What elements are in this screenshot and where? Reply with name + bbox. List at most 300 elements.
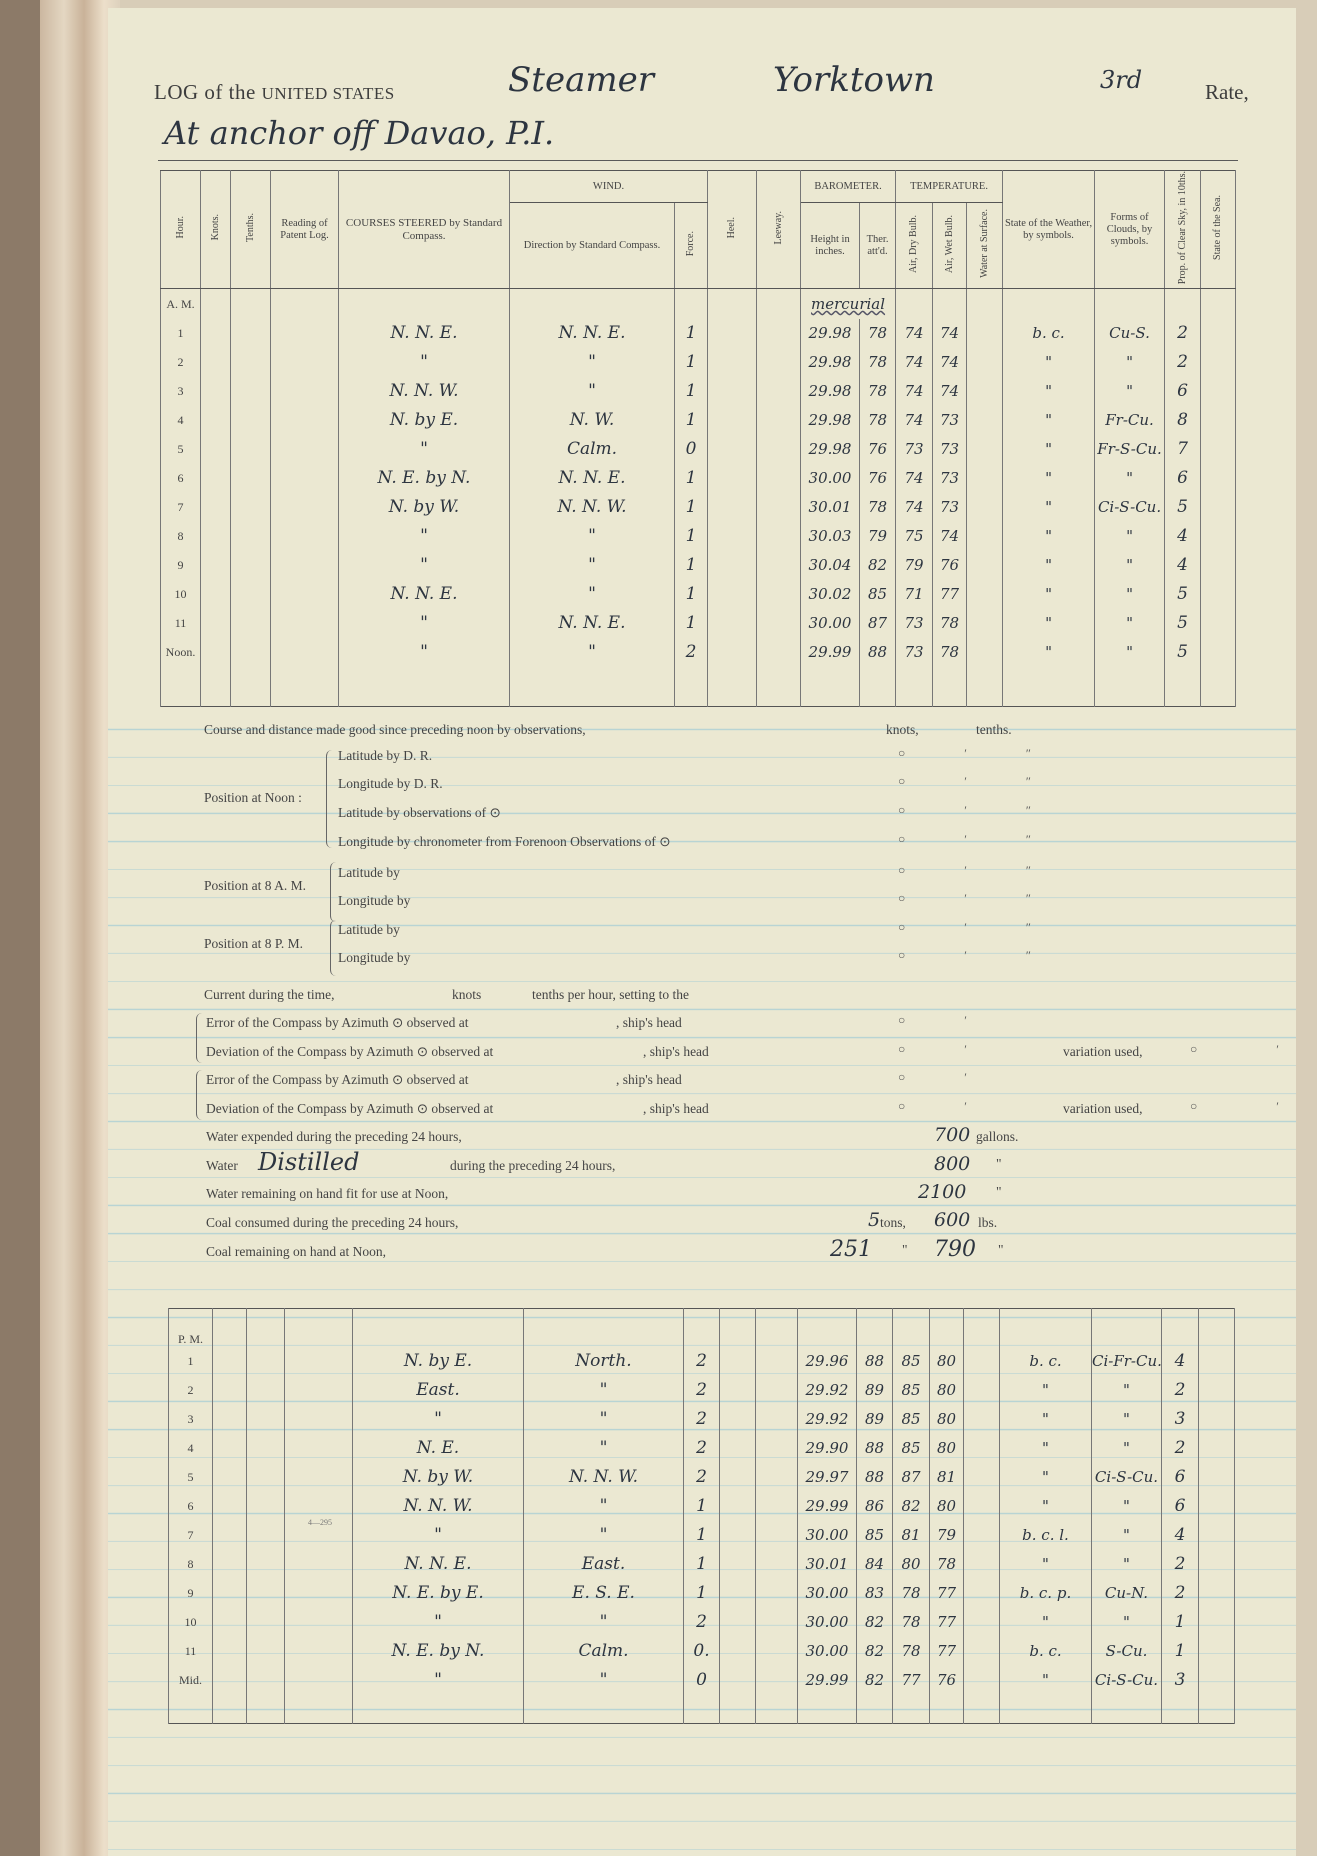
knots-cell bbox=[201, 406, 231, 435]
sea-cell bbox=[1201, 493, 1236, 522]
leeway-cell bbox=[756, 1376, 798, 1405]
coal-remaining-label: Coal remaining on hand at Noon, bbox=[206, 1244, 386, 1259]
hour-cell: 7 bbox=[161, 493, 201, 522]
dry-bulb-cell: 74 bbox=[896, 464, 933, 493]
heel-cell bbox=[720, 1347, 756, 1376]
clear-sky-cell: 4 bbox=[1165, 522, 1201, 551]
am-row bbox=[161, 348, 1236, 377]
patent-log-cell bbox=[285, 1608, 353, 1637]
pm-label: P. M. bbox=[169, 1309, 213, 1347]
force-cell: 0 bbox=[684, 1666, 720, 1695]
clear-sky-cell: 2 bbox=[1162, 1579, 1199, 1608]
error-compass-2-label: Error of the Compass by Azimuth ⊙ observed at bbox=[206, 1072, 469, 1087]
course-cell: " bbox=[353, 1608, 524, 1637]
wet-bulb-cell: 78 bbox=[930, 1550, 964, 1579]
wet-bulb-cell: 78 bbox=[933, 638, 967, 667]
col-temperature: TEMPERATURE. bbox=[896, 171, 1003, 203]
lon-8am-label: Longitude by bbox=[338, 893, 411, 908]
water-surface-cell bbox=[964, 1637, 1000, 1666]
water-surface-cell bbox=[967, 551, 1003, 580]
hour-cell: Mid. bbox=[169, 1666, 213, 1695]
sea-cell bbox=[1201, 319, 1236, 348]
wet-bulb-cell: 80 bbox=[930, 1347, 964, 1376]
col-wind-dir: Direction by Standard Compass. bbox=[510, 203, 675, 289]
dry-bulb-cell: 80 bbox=[893, 1550, 930, 1579]
tenths-cell bbox=[231, 580, 271, 609]
tenths-cell bbox=[231, 522, 271, 551]
leeway-cell bbox=[756, 1637, 798, 1666]
sea-cell bbox=[1199, 1521, 1235, 1550]
heel-cell bbox=[720, 1550, 756, 1579]
col-air-wet: Air, Wet Bulb. bbox=[933, 203, 967, 289]
clouds-cell: " bbox=[1095, 464, 1165, 493]
hour-cell: 9 bbox=[161, 551, 201, 580]
sea-cell bbox=[1199, 1463, 1235, 1492]
course-cell: N. by W. bbox=[339, 493, 510, 522]
water-surface-cell bbox=[964, 1405, 1000, 1434]
clouds-cell: Ci-S-Cu. bbox=[1095, 493, 1165, 522]
knots-cell bbox=[201, 319, 231, 348]
wet-bulb-cell: 74 bbox=[933, 319, 967, 348]
height-cell: 30.00 bbox=[798, 1579, 857, 1608]
clouds-cell: " bbox=[1095, 522, 1165, 551]
clear-sky-cell: 7 bbox=[1165, 435, 1201, 464]
height-cell: 29.99 bbox=[801, 638, 860, 667]
pm-row bbox=[169, 1405, 1235, 1434]
force-cell: 1 bbox=[684, 1521, 720, 1550]
knots-cell bbox=[213, 1347, 247, 1376]
tenths-cell bbox=[231, 493, 271, 522]
height-cell: 30.00 bbox=[798, 1521, 857, 1550]
ther-cell: 83 bbox=[857, 1579, 893, 1608]
knots-cell bbox=[201, 377, 231, 406]
height-cell: 30.01 bbox=[798, 1550, 857, 1579]
dry-bulb-cell: 78 bbox=[893, 1608, 930, 1637]
course-cell: " bbox=[339, 609, 510, 638]
knots-cell bbox=[213, 1579, 247, 1608]
col-air-dry: Air, Dry Bulb. bbox=[896, 203, 933, 289]
deg-marks: ○ ′ ″ bbox=[898, 863, 1059, 877]
heel-cell bbox=[720, 1521, 756, 1550]
heel-cell bbox=[708, 638, 757, 667]
tenths-cell bbox=[247, 1434, 285, 1463]
sea-cell bbox=[1199, 1405, 1235, 1434]
vessel-type: Steamer bbox=[508, 60, 654, 100]
col-force: Force. bbox=[675, 203, 708, 289]
height-cell: 29.99 bbox=[798, 1492, 857, 1521]
position-8am-label: Position at 8 A. M. bbox=[204, 878, 307, 893]
error-compass-1-label: Error of the Compass by Azimuth ⊙ observed at bbox=[206, 1015, 469, 1030]
water-surface-cell bbox=[967, 493, 1003, 522]
weather-cell: b. c. l. bbox=[1000, 1521, 1092, 1550]
water-expended-value: 700 bbox=[934, 1124, 971, 1146]
water-surface-cell bbox=[967, 377, 1003, 406]
sea-cell bbox=[1199, 1579, 1235, 1608]
tenths-cell bbox=[231, 377, 271, 406]
hour-cell: 11 bbox=[161, 609, 201, 638]
clouds-cell: " bbox=[1095, 580, 1165, 609]
course-cell: " bbox=[353, 1666, 524, 1695]
knots-cell bbox=[201, 522, 231, 551]
col-ther: Ther. att'd. bbox=[860, 203, 896, 289]
ditto-mark: " bbox=[996, 1156, 1002, 1171]
clear-sky-cell: 3 bbox=[1162, 1666, 1199, 1695]
hour-cell: 10 bbox=[161, 580, 201, 609]
am-row bbox=[161, 464, 1236, 493]
sea-cell bbox=[1201, 580, 1236, 609]
leeway-cell bbox=[756, 1521, 798, 1550]
knots-cell bbox=[213, 1666, 247, 1695]
pm-row bbox=[169, 1376, 1235, 1405]
lon-8pm-label: Longitude by bbox=[338, 950, 411, 965]
heel-cell bbox=[708, 551, 757, 580]
water-surface-cell bbox=[964, 1347, 1000, 1376]
wind-dir-cell: " bbox=[510, 580, 675, 609]
force-cell: 1 bbox=[675, 406, 708, 435]
pad-row bbox=[161, 667, 1236, 707]
lat_obs-label: Latitude by observations of ⊙ bbox=[338, 805, 501, 820]
tons-label: tons, bbox=[880, 1215, 906, 1230]
leeway-cell bbox=[757, 522, 801, 551]
height-cell: 29.98 bbox=[801, 435, 860, 464]
heel-cell bbox=[720, 1492, 756, 1521]
clear-sky-cell: 3 bbox=[1162, 1405, 1199, 1434]
coal-consumed-tons-value: 5 bbox=[868, 1209, 881, 1231]
water-surface-cell bbox=[964, 1666, 1000, 1695]
weather-cell: " bbox=[1003, 493, 1095, 522]
rate-value: 3rd bbox=[1100, 66, 1143, 94]
force-cell: 0. bbox=[684, 1637, 720, 1666]
wind-dir-cell: N. N. E. bbox=[510, 609, 675, 638]
am-row bbox=[161, 638, 1236, 667]
hour-cell: 5 bbox=[161, 435, 201, 464]
patent-log-cell bbox=[271, 435, 339, 464]
hour-cell: 3 bbox=[161, 377, 201, 406]
brace bbox=[330, 862, 336, 922]
heel-cell bbox=[720, 1463, 756, 1492]
dry-bulb-cell: 74 bbox=[896, 406, 933, 435]
water-surface-cell bbox=[964, 1550, 1000, 1579]
clear-sky-cell: 6 bbox=[1165, 464, 1201, 493]
weather-cell: " bbox=[1000, 1376, 1092, 1405]
water-surface-cell bbox=[967, 348, 1003, 377]
tenths-cell bbox=[231, 406, 271, 435]
ships-head-label: , ship's head bbox=[643, 1044, 709, 1059]
wind-dir-cell: N. N. W. bbox=[510, 493, 675, 522]
gallons-label: gallons. bbox=[976, 1129, 1019, 1144]
height-cell: 29.97 bbox=[798, 1463, 857, 1492]
water-label: Water bbox=[206, 1158, 238, 1173]
patent-log-cell bbox=[285, 1376, 353, 1405]
clear-sky-cell: 1 bbox=[1162, 1637, 1199, 1666]
height-cell: 29.98 bbox=[801, 319, 860, 348]
wind-dir-cell: Calm. bbox=[524, 1637, 684, 1666]
am-row bbox=[161, 580, 1236, 609]
brace bbox=[196, 1070, 202, 1120]
tenths-cell bbox=[247, 1521, 285, 1550]
dry-bulb-cell: 85 bbox=[893, 1376, 930, 1405]
clouds-cell: Cu-N. bbox=[1092, 1579, 1162, 1608]
course-cell: N. N. E. bbox=[339, 319, 510, 348]
height-cell: 29.99 bbox=[798, 1666, 857, 1695]
water-surface-cell bbox=[964, 1434, 1000, 1463]
wind-dir-cell: " bbox=[510, 377, 675, 406]
dry-bulb-cell: 85 bbox=[893, 1434, 930, 1463]
col-leeway: Leeway. bbox=[757, 171, 801, 289]
clear-sky-cell: 4 bbox=[1162, 1347, 1199, 1376]
leeway-cell bbox=[757, 319, 801, 348]
wet-bulb-cell: 76 bbox=[930, 1666, 964, 1695]
knots-cell bbox=[213, 1463, 247, 1492]
force-cell: 1 bbox=[675, 493, 708, 522]
col-weather: State of the Weather, by symbols. bbox=[1003, 171, 1095, 289]
ther-cell: 84 bbox=[857, 1550, 893, 1579]
sea-cell bbox=[1199, 1492, 1235, 1521]
heel-cell bbox=[720, 1608, 756, 1637]
height-cell: 29.98 bbox=[801, 377, 860, 406]
leeway-cell bbox=[757, 348, 801, 377]
wind-dir-cell: " bbox=[524, 1608, 684, 1637]
hour-cell: 6 bbox=[169, 1492, 213, 1521]
wet-bulb-cell: 74 bbox=[933, 348, 967, 377]
tenths-cell bbox=[247, 1347, 285, 1376]
pm-row bbox=[169, 1666, 1235, 1695]
water-distilled-amount: 800 bbox=[934, 1153, 971, 1175]
height-cell: 29.92 bbox=[798, 1405, 857, 1434]
force-cell: 1 bbox=[684, 1579, 720, 1608]
tenths-cell bbox=[247, 1405, 285, 1434]
water-surface-cell bbox=[964, 1608, 1000, 1637]
weather-cell: " bbox=[1000, 1608, 1092, 1637]
am-row bbox=[161, 493, 1236, 522]
heel-cell bbox=[720, 1405, 756, 1434]
clouds-cell: " bbox=[1092, 1376, 1162, 1405]
force-cell: 1 bbox=[675, 377, 708, 406]
deg-marks: ○ ′ ″ bbox=[898, 920, 1059, 934]
deg-marks: ○ ′ bbox=[898, 1099, 995, 1113]
deg-marks: ○ ′ ″ bbox=[898, 891, 1059, 905]
hour-cell: 3 bbox=[169, 1405, 213, 1434]
pad-row bbox=[169, 1695, 1235, 1724]
height-cell: 30.03 bbox=[801, 522, 860, 551]
water-surface-cell bbox=[964, 1579, 1000, 1608]
deg-marks: ○ ′ ″ bbox=[898, 803, 1059, 817]
knots-label: knots, bbox=[886, 722, 919, 737]
heel-cell bbox=[708, 319, 757, 348]
leeway-cell bbox=[756, 1434, 798, 1463]
deg-marks: ○ ′ bbox=[1190, 1099, 1317, 1113]
wind-dir-cell: E. S. E. bbox=[524, 1579, 684, 1608]
hour-cell: 6 bbox=[161, 464, 201, 493]
clear-sky-cell: 4 bbox=[1165, 551, 1201, 580]
force-cell: 1 bbox=[675, 609, 708, 638]
dry-bulb-cell: 85 bbox=[893, 1405, 930, 1434]
ther-cell: 76 bbox=[860, 435, 896, 464]
deg-marks: ○ ′ bbox=[898, 1042, 995, 1056]
course-cell: N. N. W. bbox=[353, 1492, 524, 1521]
force-cell: 1 bbox=[675, 464, 708, 493]
col-hour: Hour. bbox=[161, 171, 201, 289]
weather-cell: " bbox=[1003, 580, 1095, 609]
lon_dr-label: Longitude by D. R. bbox=[338, 776, 443, 791]
pm-log-table bbox=[168, 1308, 1235, 1724]
tenths-cell bbox=[247, 1579, 285, 1608]
tenths-cell bbox=[247, 1666, 285, 1695]
water-remaining-value: 2100 bbox=[918, 1181, 967, 1203]
course-cell: N. by E. bbox=[353, 1347, 524, 1376]
col-barometer: BAROMETER. bbox=[801, 171, 896, 203]
wind-dir-cell: N. N. E. bbox=[510, 319, 675, 348]
pm-row bbox=[169, 1492, 1235, 1521]
weather-cell: " bbox=[1000, 1666, 1092, 1695]
ther-cell: 82 bbox=[857, 1637, 893, 1666]
ships-head-label: , ship's head bbox=[643, 1101, 709, 1116]
course-cell: N. E. by N. bbox=[353, 1637, 524, 1666]
patent-log-cell bbox=[285, 1405, 353, 1434]
am-label-row bbox=[161, 289, 1236, 319]
wet-bulb-cell: 80 bbox=[930, 1434, 964, 1463]
position-8pm-label: Position at 8 P. M. bbox=[204, 936, 304, 951]
ditto-mark: " bbox=[902, 1242, 908, 1257]
clouds-cell: Ci-Fr-Cu. bbox=[1092, 1347, 1162, 1376]
weather-cell: " bbox=[1000, 1492, 1092, 1521]
wet-bulb-cell: 77 bbox=[930, 1637, 964, 1666]
course-cell: N. E. bbox=[353, 1434, 524, 1463]
dry-bulb-cell: 82 bbox=[893, 1492, 930, 1521]
position-noon-label: Position at Noon : bbox=[204, 790, 302, 805]
leeway-cell bbox=[756, 1405, 798, 1434]
hour-cell: 7 bbox=[169, 1521, 213, 1550]
pm-row bbox=[169, 1434, 1235, 1463]
coal-remaining-tons-value: 251 bbox=[830, 1237, 872, 1262]
force-cell: 2 bbox=[675, 638, 708, 667]
clouds-cell: " bbox=[1092, 1521, 1162, 1550]
weather-cell: b. c. bbox=[1000, 1637, 1092, 1666]
clouds-cell: " bbox=[1095, 609, 1165, 638]
patent-log-cell bbox=[271, 580, 339, 609]
water-surface-cell bbox=[967, 406, 1003, 435]
book-binding bbox=[0, 0, 42, 1856]
wind-dir-cell: Calm. bbox=[510, 435, 675, 464]
clear-sky-cell: 2 bbox=[1165, 319, 1201, 348]
hour-cell: 10 bbox=[169, 1608, 213, 1637]
deg-marks: ○ ′ bbox=[898, 1013, 995, 1027]
knots-cell bbox=[201, 464, 231, 493]
dry-bulb-cell: 74 bbox=[896, 377, 933, 406]
patent-log-cell bbox=[285, 1666, 353, 1695]
water-surface-cell bbox=[964, 1376, 1000, 1405]
mercurial-note: mercurial bbox=[801, 289, 896, 319]
pm-row bbox=[169, 1347, 1235, 1376]
sea-cell bbox=[1199, 1347, 1235, 1376]
weather-cell: " bbox=[1003, 348, 1095, 377]
sea-cell bbox=[1199, 1637, 1235, 1666]
knots-cell bbox=[213, 1492, 247, 1521]
ther-cell: 88 bbox=[857, 1347, 893, 1376]
hour-cell: Noon. bbox=[161, 638, 201, 667]
weather-cell: " bbox=[1003, 638, 1095, 667]
leeway-cell bbox=[756, 1579, 798, 1608]
wet-bulb-cell: 77 bbox=[930, 1608, 964, 1637]
tenths-cell bbox=[247, 1608, 285, 1637]
dry-bulb-cell: 81 bbox=[893, 1521, 930, 1550]
wind-dir-cell: N. N. W. bbox=[524, 1463, 684, 1492]
deg-marks: ○ ′ ″ bbox=[898, 948, 1059, 962]
leeway-cell bbox=[757, 493, 801, 522]
force-cell: 2 bbox=[684, 1608, 720, 1637]
ther-cell: 76 bbox=[860, 464, 896, 493]
wet-bulb-cell: 74 bbox=[933, 522, 967, 551]
brace bbox=[326, 750, 334, 848]
height-cell: 30.00 bbox=[798, 1637, 857, 1666]
ther-cell: 88 bbox=[857, 1463, 893, 1492]
rate-label: Rate, bbox=[1205, 80, 1249, 104]
deg-marks: ○ ′ ″ bbox=[898, 774, 1059, 788]
leeway-cell bbox=[756, 1347, 798, 1376]
weather-cell: " bbox=[1003, 464, 1095, 493]
patent-log-cell bbox=[271, 493, 339, 522]
ther-cell: 78 bbox=[860, 319, 896, 348]
clouds-cell: " bbox=[1095, 377, 1165, 406]
course-cell: N. N. E. bbox=[353, 1550, 524, 1579]
sea-cell bbox=[1199, 1376, 1235, 1405]
coal-remaining-lbs-value: 790 bbox=[934, 1237, 976, 1262]
dry-bulb-cell: 78 bbox=[893, 1637, 930, 1666]
dry-bulb-cell: 71 bbox=[896, 580, 933, 609]
clear-sky-cell: 6 bbox=[1162, 1463, 1199, 1492]
col-water-surface: Water at Surface. bbox=[967, 203, 1003, 289]
deg-marks: ○ ′ ″ bbox=[898, 832, 1059, 846]
wet-bulb-cell: 81 bbox=[930, 1463, 964, 1492]
water-surface-cell bbox=[967, 464, 1003, 493]
sea-cell bbox=[1199, 1434, 1235, 1463]
leeway-cell bbox=[757, 638, 801, 667]
water-surface-cell bbox=[967, 435, 1003, 464]
wind-dir-cell: " bbox=[524, 1521, 684, 1550]
wind-dir-cell: " bbox=[510, 522, 675, 551]
heel-cell bbox=[720, 1666, 756, 1695]
water-surface-cell bbox=[964, 1492, 1000, 1521]
leeway-cell bbox=[757, 464, 801, 493]
tenths-cell bbox=[247, 1492, 285, 1521]
wet-bulb-cell: 80 bbox=[930, 1405, 964, 1434]
vessel-name: Yorktown bbox=[773, 60, 935, 100]
pm-row bbox=[169, 1550, 1235, 1579]
weather-cell: " bbox=[1003, 522, 1095, 551]
course-cell: East. bbox=[353, 1376, 524, 1405]
ditto-mark: " bbox=[998, 1242, 1004, 1257]
deviation-compass-1-label: Deviation of the Compass by Azimuth ⊙ observed at bbox=[206, 1044, 494, 1059]
am-row bbox=[161, 406, 1236, 435]
patent-log-cell bbox=[285, 1550, 353, 1579]
tenths-cell bbox=[231, 609, 271, 638]
clear-sky-cell: 2 bbox=[1162, 1550, 1199, 1579]
ther-cell: 82 bbox=[860, 551, 896, 580]
col-height: Height in inches. bbox=[801, 203, 860, 289]
lon_chron-label: Longitude by chronometer from Forenoon Observations of ⊙ bbox=[338, 834, 671, 849]
clear-sky-cell: 2 bbox=[1162, 1376, 1199, 1405]
wet-bulb-cell: 78 bbox=[933, 609, 967, 638]
ther-cell: 85 bbox=[857, 1521, 893, 1550]
lbs-label: lbs. bbox=[978, 1215, 998, 1230]
deviation-compass-2-label: Deviation of the Compass by Azimuth ⊙ observed at bbox=[206, 1101, 494, 1116]
sea-cell bbox=[1201, 551, 1236, 580]
heel-cell bbox=[708, 377, 757, 406]
dry-bulb-cell: 73 bbox=[896, 609, 933, 638]
brace bbox=[330, 920, 336, 976]
weather-cell: " bbox=[1003, 377, 1095, 406]
patent-log-cell bbox=[271, 522, 339, 551]
